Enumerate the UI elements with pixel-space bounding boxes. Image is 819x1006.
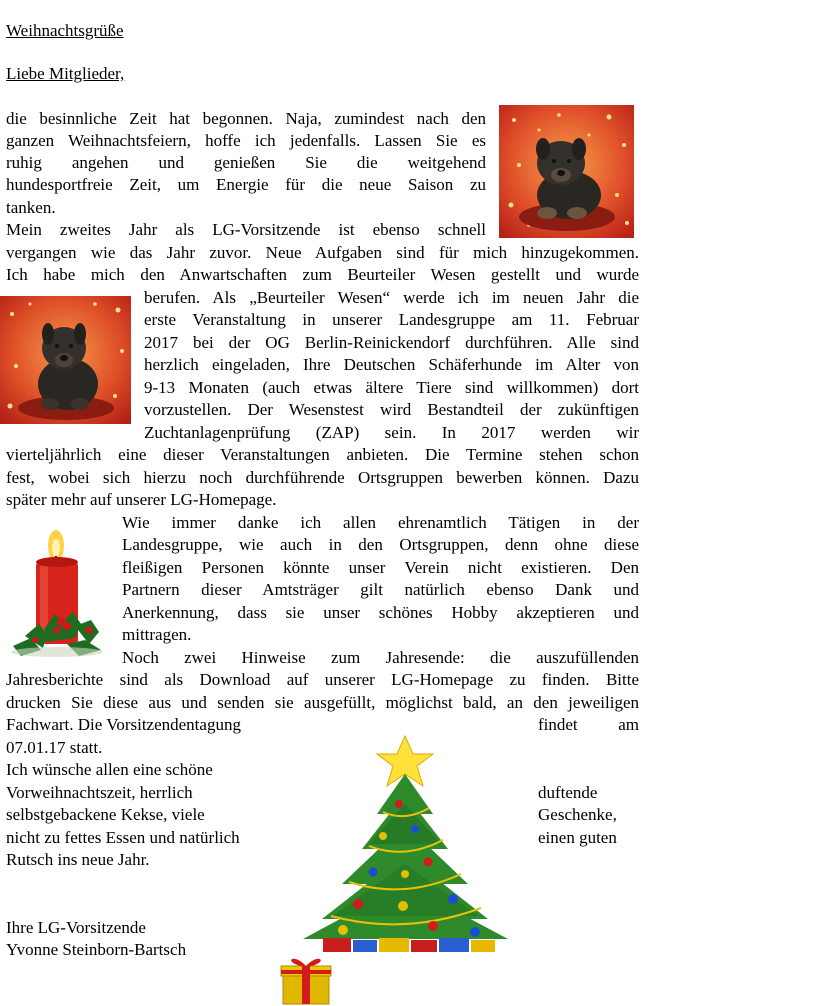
christmas-tree-image	[303, 734, 517, 956]
body-line: Vorweihnachtszeit, herrlich	[6, 783, 193, 802]
body-line: Noch zwei Hinweise zum Jahresende: die auszufüllenden	[122, 648, 639, 667]
body-line: fleißigen Personen könnte unser Verein nicht existieren. Den	[122, 558, 639, 577]
body-line: 9-13 Monaten (auch etwas ältere Tiere sind willkommen) dort	[144, 378, 639, 397]
body-line: einen guten	[538, 828, 617, 847]
body-line: später mehr auf unserer LG-Homepage.	[6, 490, 277, 509]
puppy-photo-1	[499, 105, 634, 238]
gift-box-image	[277, 952, 334, 1006]
body-line: 2017 bei der OG Berlin-Reinickendorf durchführen. Alle sind	[144, 333, 639, 352]
body-line: Anerkennung, dass sie unser schönes Hobby akzeptieren und	[122, 603, 639, 622]
puppy-photo-2	[0, 296, 131, 424]
body-line: fest, wobei sich hierzu noch durchführende Ortsgruppen bewerben können. Dazu	[6, 468, 639, 487]
body-line: ruhig angehen und genießen Sie die weitgehend	[6, 153, 486, 172]
body-line: Partnern dieser Amtsträger gilt natürlich ebenso Dank und	[122, 580, 639, 599]
body-line: duftende	[538, 783, 598, 802]
signature: Yvonne Steinborn-Bartsch	[6, 940, 187, 959]
body-line: vierteljährlich eine dieser Veranstaltungen anbieten. Die Termine stehen schon	[6, 445, 639, 464]
body-line: mittragen.	[122, 625, 192, 644]
body-line: Zuchtanlagenprüfung (ZAP) sein. In 2017 werden wir	[144, 423, 639, 442]
body-line: nicht zu fettes Essen und natürlich	[6, 828, 240, 847]
body-line: berufen. Als „Beurteiler Wesen“ werde ich im neuen Jahr die	[144, 288, 639, 307]
body-line: 07.01.17 statt.	[6, 738, 103, 757]
body-line: vorzustellen. Der Wesenstest wird Bestandteil der zukünftigen	[144, 400, 639, 419]
body-line: Rutsch ins neue Jahr.	[6, 850, 150, 869]
body-line: drucken Sie diese aus und senden sie ausgefüllt, möglichst bald, an den jeweiligen	[6, 693, 639, 712]
body-line: selbstgebackene Kekse, viele	[6, 805, 205, 824]
body-line: tanken.	[6, 198, 56, 217]
body-line: vergangen wie das Jahr zuvor. Neue Aufgaben sind für mich hinzugekommen.	[6, 243, 639, 262]
body-line: findet am	[538, 715, 639, 734]
body-line: Fachwart. Die Vorsitzendentagung	[6, 715, 241, 734]
body-line: Ich wünsche allen eine schöne	[6, 760, 213, 779]
body-line: Jahresberichte sind als Download auf unserer LG-Homepage zu finden. Bitte	[6, 670, 639, 689]
body-line: Mein zweites Jahr als LG-Vorsitzende ist ebenso schnell	[6, 220, 486, 239]
body-line: hundesportfreie Zeit, um Energie für die neue Saison zu	[6, 175, 486, 194]
letter-title: Weihnachtsgrüße	[6, 21, 124, 40]
body-line: ganzen Weihnachtsfeiern, hoffe ich jedenfalls. Lassen Sie es	[6, 131, 486, 150]
christmas-candle-image	[5, 518, 108, 658]
salutation: Liebe Mitglieder,	[6, 64, 125, 83]
body-line: Geschenke,	[538, 805, 617, 824]
body-line: Landesgruppe, wie auch in den Ortsgruppen, denn ohne diese	[122, 535, 639, 554]
body-line: Ich habe mich den Anwartschaften zum Beurteiler Wesen gestellt und wurde	[6, 265, 639, 284]
body-line: erste Veranstaltung in unserer Landesgruppe am 11. Februar	[144, 310, 639, 329]
body-line: Wie immer danke ich allen ehrenamtlich Tätigen in der	[122, 513, 639, 532]
body-line: die besinnliche Zeit hat begonnen. Naja, zumindest nach den	[6, 109, 486, 128]
body-line: herzlich eingeladen, Ihre Deutschen Schäferhunde im Alter von	[144, 355, 639, 374]
closing: Ihre LG-Vorsitzende	[6, 918, 146, 937]
